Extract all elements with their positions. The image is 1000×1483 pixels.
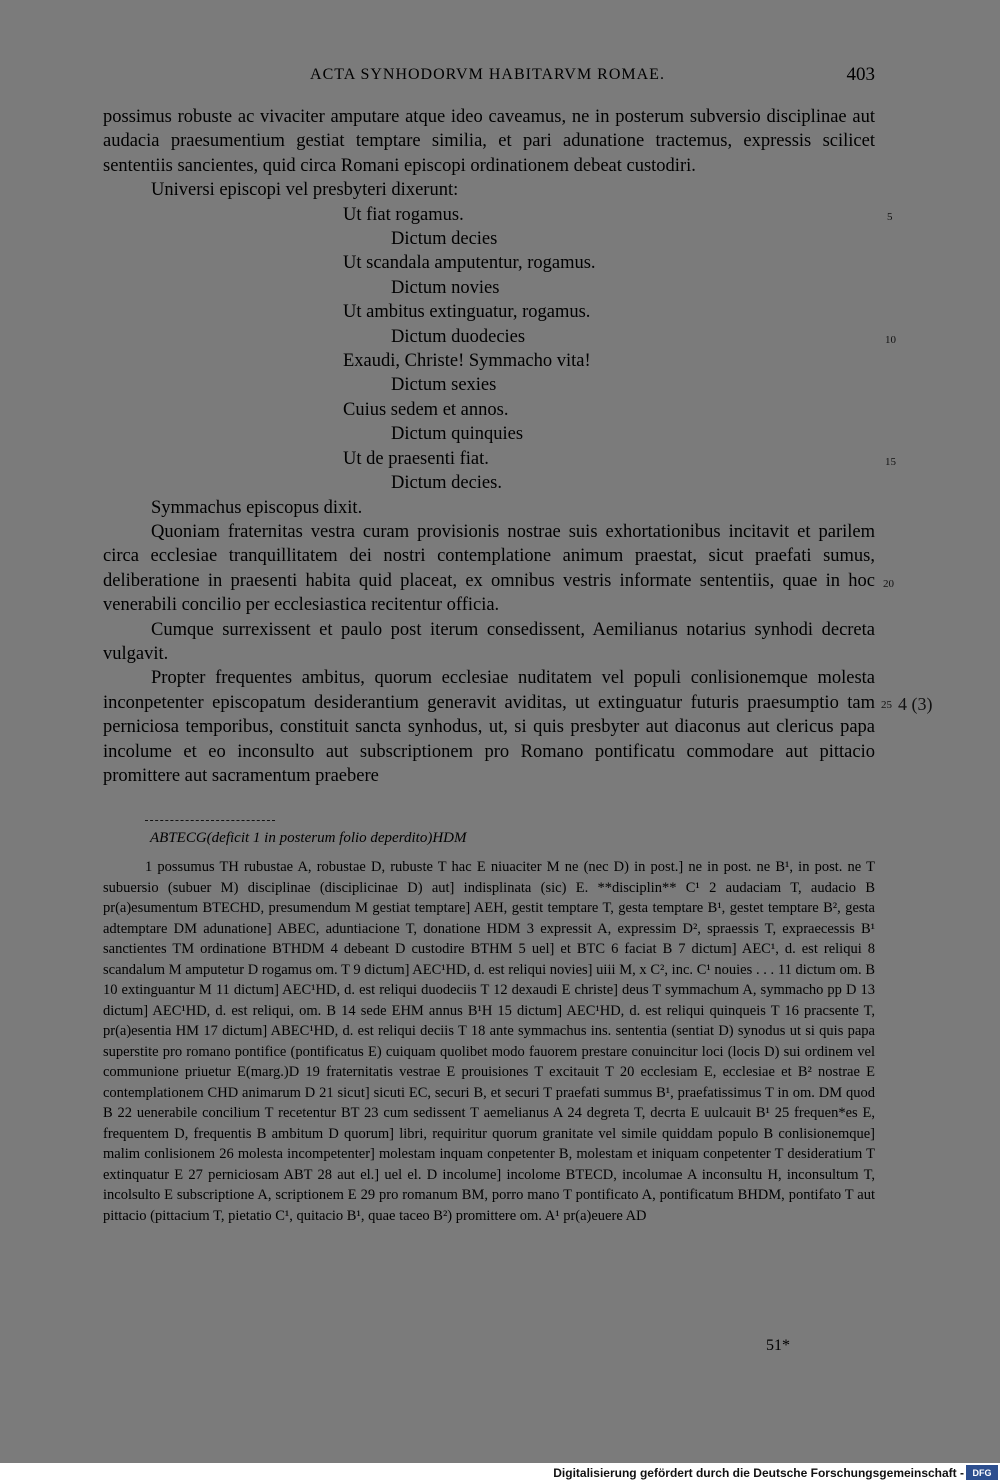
paragraph: Propter frequentes ambitus, quorum ecclesiae nuditatem vel populi conlisionemque molesta inconpetenter episcopatum desiderantium generavit aviditas, ut extinguatur futuris praesumptio tam perniciosa temporibus, constituit sancta synhodus, ut, si quis presbyter aut diaconus aut clericus papa incolume et eo inconsulto aut subscriptionem pro Romano pontificatu commodare aut pittacio promittere aut sacramentum praebere: [103, 668, 875, 786]
acclamation-count: Dictum quinquies: [391, 424, 524, 445]
critical-apparatus: [103, 857, 875, 1226]
paragraph: possimus robuste ac vivaciter amputare atque ideo caveamus, ne in posterum subversio disciplinae aut audacia praesumentium gestiat temptare similia, et pari adunatione tractemus, expressis scilicet sententiis sancientes, quid circa Romani episcopi ordinationem debeat custodiri.: [103, 107, 875, 176]
footnote-rule: [145, 820, 275, 821]
page-header: [100, 66, 875, 94]
acclamation: Exaudi, Christe! Symmacho vita!: [343, 351, 591, 372]
acclamation: Ut fiat rogamus.: [343, 204, 464, 225]
line-number: 20: [883, 578, 894, 590]
acclamation-count: Dictum novies: [391, 277, 500, 298]
line-number: 25: [881, 699, 892, 711]
acclamation-count: Dictum sexies: [391, 375, 497, 396]
footer-bar: [0, 1463, 1000, 1483]
signature-mark: 51*: [766, 1337, 790, 1354]
funding-notice: Digitalisierung gefördert durch die Deutsche Forschungsgemeinschaft -: [553, 1466, 964, 1480]
acclamation-count: Dictum decies.: [391, 473, 502, 494]
apparatus-text: 1 possumus TH rubustae A, robustae D, rubuste T hac E niuaciter M ne (nec D) in post.] ne in post. ne B¹, in post. ne T subuersio (subuer M) disciplinae (disciplicinae D) aut] indisplinata (sic) E. **disciplin** C¹ 2 audaciam T, audacio B pr(a)esumentum BTECHD, presumendum M gestiat temptare] AEH, gestit temptare T, gesta temptare B¹, gestet temptare B², gesta adtemptare DM adunatione] ABEC, aduntiacione T, donatione HDM 3 expressit A, expressim D², spraessis T, expraecessis B¹ sanctientes TM ordinatione BTHDM 4 debeant D custodire BTHM 5 uel] et BTC 6 faciat B 7 dictum] AEC¹, d. est reliqui 8 scandalum M amputetur D rogamus om. T 9 dictum] AEC¹HD, d. est reliqui novies] uiii M, x C², inc. C¹ nouies . . . 11 dictum om. B 10 extinguantur M 11 dictum] AEC¹HD, d. est reliqui duodeciis T 12 dexaudi E christe] deus T symmachum A, symmacho pp D 13 dictum] AEC¹HD, d. est reliqui, om. B 14 sede EHM annus B¹H 15 dictum] AEC¹HD, d. est reliqui quinqueis T 16 pracsente T, pr(a)esentia HM 17 dictum] ABEC¹HD, d. est reliqui deciis T 18 ante symmachus ins. sententia (sentiat D) synodus ut si quis papa superstite pro romano pontifice (pontificatus E) cuiquam quolibet modo fauorem prestare conuincitur loci (locis D) sui ordinem vel communione priuetur E(marg.)D 19 fraternitatis vestrae E prouisiones T excitauit T 20 ecclesiam E, ecclesiae et B² nostrae E contemplationem CHD animarum D 21 sicut] sicuti EC, securi B, et securi T praefati summus B¹, praefatissimus T in om. DM quod B 22 uenerabile concilium T recetentur BT 23 cum sedissent T aemelianus A 24 degreta T, decrta E uulcauit B¹ 25 frequen*es E, frequentem D, frequentis B ambitum D quorum] libri, requiritur quorum granitate vel simile quiddam populo B conlisionemque] malim conlisionem 26 molesta incompetenter] molestam inquam conpetenter B, molestam et iniquam conpetenter T desideratium T extinquatur E 27 perniciosam ABT 28 aut el.] uel el. D incolume] incolome BTECD, incolumae A inconsultu H, inconsultum T, incolsulto E subscriptione A, scriptionem E 29 pro romanum BM, porro mano T pontificato A, pontificatum BHDM, pontifato T aut pittacio (pittacium T, pietatio C¹, quitacio B¹, quae taceo B²) promittere om. A¹ pr(a)euere AD: [103, 859, 875, 1224]
acclamation: Ut scandala amputentur, rogamus.: [343, 253, 596, 274]
acclamation-count: Dictum duodecies: [391, 326, 526, 347]
acclamation: Ut de praesenti fiat.: [343, 448, 489, 469]
paragraph: Universi episcopi vel presbyteri dixerunt:: [151, 180, 459, 201]
canon-number: 4 (3): [898, 694, 933, 714]
line-number: 10: [885, 334, 896, 346]
acclamation: Cuius sedem et annos.: [343, 399, 509, 420]
paragraph: Cumque surrexissent et paulo post iterum consedissent, Aemilianus notarius synhodi decreta vulgavit.: [103, 619, 875, 664]
paragraph: Symmachus episcopus dixit.: [151, 497, 363, 518]
main-text: [103, 105, 875, 788]
paragraph: Quoniam fraternitas vestra curam provisionis nostrae suis exhortationibus incitavit et parilem circa ecclesiae tranquillitatem dei nostri contemplatione animum praestat, sicut praefati sumus, deliberatione in praesenti habita quid placeat, ex omnibus vestris informate sententiis, quae in hoc venerabili concilio per ecclesiastica recitentur officia.: [103, 521, 875, 616]
dfg-logo-icon: DFG: [966, 1465, 998, 1480]
line-number: 5: [887, 211, 893, 223]
manuscript-sigla: ABTECG(deficit 1 in posterum folio deperdito)HDM: [150, 830, 467, 846]
page-number: 403: [846, 64, 875, 85]
line-number: 15: [885, 456, 896, 468]
acclamation: Ut ambitus extinguatur, rogamus.: [343, 302, 591, 323]
acclamation-count: Dictum decies: [391, 229, 498, 250]
running-head: ACTA SYNHODORVM HABITARVM ROMAE.: [310, 66, 665, 83]
